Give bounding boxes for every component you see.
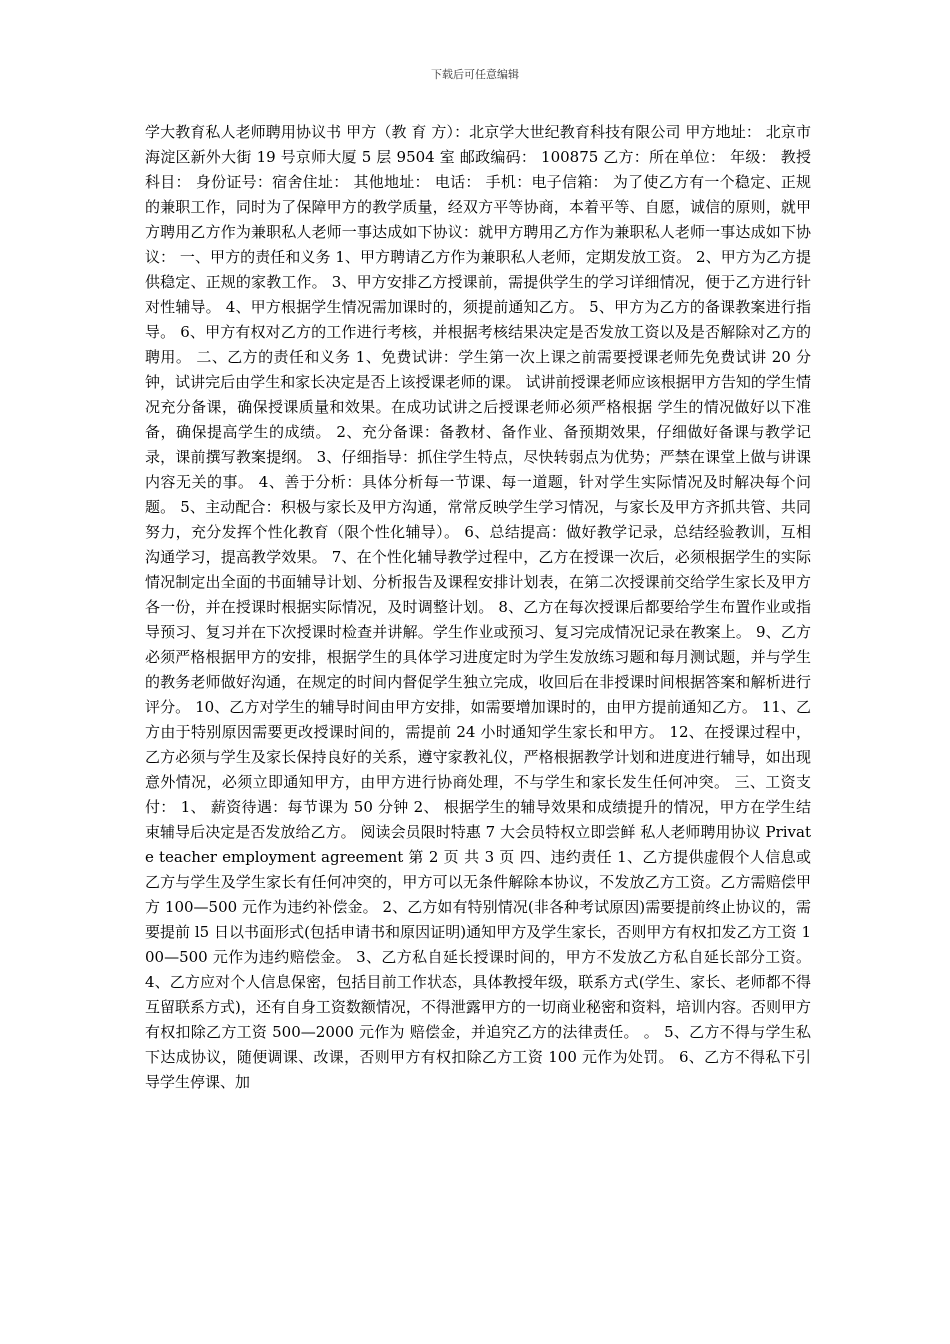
header-note: 下载后可任意编辑 <box>431 68 519 81</box>
agreement-body-text: 学大教育私人老师聘用协议书 甲方（教 育 方）：北京学大世纪教育科技有限公司 甲方地址： 北京市海淀区新外大街 19 号京师大厦 5 层 9504 室 邮政编码： 100875 乙方：所在单位： 年级： 教授科目： 身份证号：宿舍住址： 其他地址： 电话： 手机：电子信箱： 为了使乙方有一个稳定、正规的兼职工作，同时为了保障甲方的教学质量，经双方平等协商，本着平等、自愿，诚信的原则，就甲方聘用乙方作为兼职私人老师一事达成如下协议：就甲方聘用乙方作为兼职私人老师一事达成如下协议： 一、甲方的责任和义务 1、甲方聘请乙方作为兼职私人老师，定期发放工资。 2、甲方为乙方提供稳定、正规的家教工作。 3、甲方安排乙方授课前，需提供学生的学习详细情况，便于乙方进行针对性辅导。 4、甲方根据学生情况需加课时的，须提前通知乙方。 5、甲方为乙方的备课教案进行指导。 6、甲方有权对乙方的工作进行考核，并根据考核结果决定是否发放工资以及是否解除对乙方的聘用。 二、乙方的责任和义务 1、免费试讲：学生第一次上课之前需要授课老师先免费试讲 20 分钟，试讲完后由学生和家长决定是否上该授课老师的课。 试讲前授课老师应该根据甲方告知的学生情况充分备课，确保授课质量和效果。在成功试讲之后授课老师必须严格根据 学生的情况做好以下准备，确保提高学生的成绩。 2、充分备课：备教材、备作业、备预期效果，仔细做好备课与教学记录，课前撰写教案提纲。 3、仔细指导：抓住学生特点，尽快转弱点为优势；严禁在课堂上做与讲课内容无关的事。 4、善于分析：具体分析每一节课、每一道题，针对学生实际情况及时解决每个问题。 5、主动配合：积极与家长及甲方沟通，常常反映学生学习情况，与家长及甲方齐抓共管、共同努力，充分发挥个性化教育（限个性化辅导）。 6、总结提高：做好教学记录，总结经验教训，互相沟通学习，提高教学效果。 7、在个性化辅导教学过程中，乙方在授课一次后，必须根据学生的实际情况制定出全面的书面辅导计划、分析报告及课程安排计划表，在第二次授课前交给学生家长及甲方各一份，并在授课时根据实际情况，及时调整计划。 8、乙方在每次授课后都要给学生布置作业或指导预习、复习并在下次授课时检查并讲解。学生作业或预习、复习完成情况记录在教案上。 9、乙方必须严格根据甲方的安排，根据学生的具体学习进度定时为学生发放练习题和每月测试题，并与学生的教务老师做好沟通，在规定的时间内督促学生独立完成，收回后在非授课时间根据答案和解析进行评分。 10、乙方对学生的辅导时间由甲方安排，如需要增加课时的，由甲方提前通知乙方。 11、乙方由于特别原因需要更改授课时间的，需提前 24 小时通知学生家长和甲方。 12、在授课过程中，乙方必须与学生及家长保持良好的关系，遵守家教礼仪，严格根据教学计划和进度进行辅导，如出现意外情况，必须立即通知甲方，由甲方进行协商处理，不与学生和家长发生任何冲突。 三、工资支付： 1、 薪资待遇：每节课为 50 分钟 2、 根据学生的辅导效果和成绩提升的情况，甲方在学生结束辅导后决定是否发放给乙方。 阅读会员限时特惠 7 大会员特权立即尝鲜 私人老师聘用协议 Private teacher employment agreement 第 2 页 共 3 页 四、违约责任 1、乙方提供虚假个人信息或乙方与学生及学生家长有任何冲突的，甲方可以无条件解除本协议，不发放乙方工资。乙方需赔偿甲方 100—500 元作为违约补偿金。 2、乙方如有特别情况(非各种考试原因)需要提前终止协议的，需要提前 l5 日以书面形式(包括申请书和原因证明)通知甲方及学生家长，否则甲方有权扣发乙方工资 100—500 元作为违约赔偿金。 3、乙方私自延长授课时间的，甲方不发放乙方私自延长部分工资。 4、乙方应对个人信息保密，包括目前工作状态，具体教授年级，联系方式(学生、家长、老师都不得互留联系方式)，还有自身工资数额情况，不得泄露甲方的一切商业秘密和资料，培训内容。否则甲方有权扣除乙方工资 500—2000 元作为 赔偿金，并追究乙方的法律责任。 。 5、乙方不得与学生私下达成协议，随便调课、改课，否则甲方有权扣除乙方工资 100 元作为处罚。 6、乙方不得私下引导学生停课、加 <box>145 123 811 1091</box>
